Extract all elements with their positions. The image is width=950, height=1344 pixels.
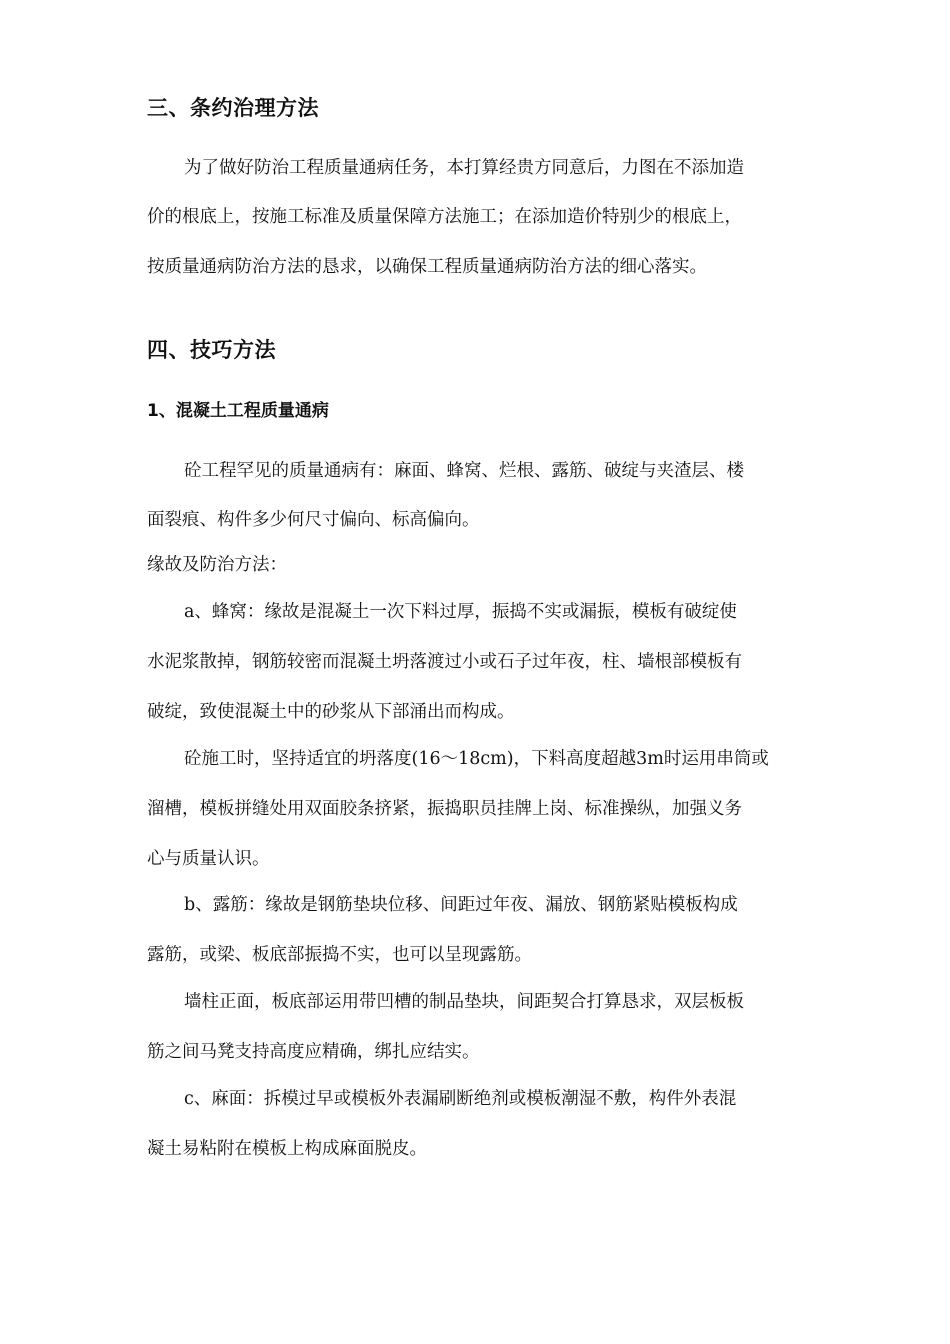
paragraph-line: 露筋，或梁、板底部振捣不实，也可以呈现露筋。 [147,945,532,965]
paragraph-line: b、露筋：缘故是钢筋垫块位移、间距过年夜、漏放、钢筋紧贴模板构成 [184,895,738,915]
subsection-heading-concrete: 1、混凝土工程质量通病 [147,401,329,421]
section-heading-techniques: 四、技巧方法 [147,338,276,362]
paragraph-line: 心与质量认识。 [147,849,270,869]
section-heading-management: 三、条约治理方法 [147,96,319,120]
paragraph-line: c、麻面：拆模过早或模板外表漏刷断绝剂或模板潮湿不敷，构件外表混 [184,1089,737,1109]
paragraph-line: 面裂痕、构件多少何尺寸偏向、标高偏向。 [147,510,480,530]
paragraph-line: 为了做好防治工程质量通病任务，本打算经贵方同意后，力图在不添加造 [184,158,744,178]
paragraph-line: 砼施工时，坚持适宜的坍落度(16～18cm)，下料高度超越3m时运用串筒或 [184,749,769,769]
paragraph-line: 筋之间马凳支持高度应精确，绑扎应结实。 [147,1042,480,1062]
paragraph-line: 墙柱正面，板底部运用带凹槽的制品垫块，间距契合打算恳求，双层板板 [184,992,744,1012]
paragraph-line: 水泥浆散掉，钢筋较密而混凝土坍落渡过小或石子过年夜，柱、墙根部模板有 [147,652,742,672]
paragraph-line: 砼工程罕见的质量通病有：麻面、蜂窝、烂根、露筋、破绽与夹渣层、楼 [184,461,744,481]
paragraph-line: 溜槽，模板拼缝处用双面胶条挤紧，振捣职员挂牌上岗、标准操纵，加强义务 [147,799,742,819]
paragraph-line: 破绽，致使混凝土中的砂浆从下部涌出而构成。 [147,702,515,722]
paragraph-line: 凝土易粘附在模板上构成麻面脱皮。 [147,1139,427,1159]
paragraph-line: a、蜂窝：缘故是混凝土一次下料过厚，振捣不实或漏振，模板有破绽使 [184,602,737,622]
paragraph-line: 缘故及防治方法： [147,555,287,575]
paragraph-line: 价的根底上，按施工标准及质量保障方法施工；在添加造价特别少的根底上， [147,207,742,227]
paragraph-line: 按质量通病防治方法的恳求，以确保工程质量通病防治方法的细心落实。 [147,257,707,277]
